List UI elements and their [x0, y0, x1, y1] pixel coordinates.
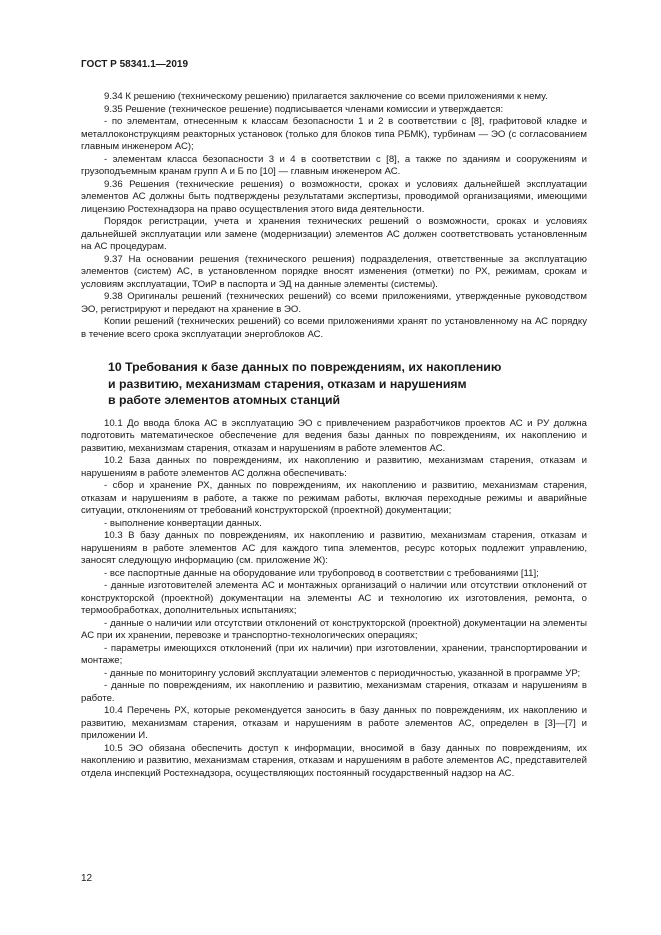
paragraph-9-37: 9.37 На основании решения (технического решения) подразделения, ответственные за эксплуатацию элементов (систем) АС, в установленном порядке вносят изменения (отметки) по РХ, режимам, срокам и условиям эксплуатации, ТОиР в паспорта и ЭД на данные элементы (системы).: [81, 253, 587, 290]
list-item: - сбор и хранение РХ, данных по повреждениям, их накоплению и развитию, механизмам старения, отказам и нарушениям в работе, а также по режимам работы, включая переходные режимы и аварийные ситуации, отклонениям от требований конструкторской (проектной) документации;: [81, 480, 587, 516]
paragraph-10-2: 10.2 База данных по повреждениям, их накоплению и развитию, механизмам старения, отказам и нарушениям в работе элементов АС должна обеспечивать:: [81, 455, 587, 479]
list-item: - выполнение конвертации данных.: [104, 517, 262, 529]
paragraph-9-36: 9.36 Решения (технические решения) о возможности, сроках и условиях дальнейшей эксплуатации элементов АС должны быть подтверждены результатами экспертизы, проводимой организациями, имеющими лицензию Ростехнадзора на право осуществления этого вида деятельности.: [81, 178, 587, 215]
list-item: - все паспортные данные на оборудование или трубопровод в соответствии с требованиями [11];: [104, 567, 539, 579]
document-code: ГОСТ Р 58341.1—2019: [81, 59, 189, 70]
paragraph-9-34: 9.34 К решению (техническому решению) прилагается заключение со всеми приложениями к нему.: [104, 91, 548, 102]
list-item: - данные по мониторингу условий эксплуатации элементов с периодичностью, указанной в программе УР;: [104, 667, 581, 679]
list-item: - данные изготовителей элемента АС и монтажных организаций о наличии или отсутствии отклонений от конструкторской (проектной) документации на элементы АС и технологию их изготовления, ремонта, о термообработках, дополнительных испытаниях;: [81, 580, 587, 616]
list-item: - элементам класса безопасности 3 и 4 в соответствии с [8], а также по зданиям и сооружениям и грузоподъемным кранам групп А и Б по [10] — главным инженером АС.: [81, 153, 587, 177]
paragraph-9-35: 9.35 Решение (техническое решение) подписывается членами комиссии и утверждается:: [104, 103, 504, 115]
heading-line: в работе элементов атомных станций: [108, 393, 341, 407]
paragraph-10-4: 10.4 Перечень РХ, которые рекомендуется заносить в базу данных по повреждениям, их накоплению и развитию, механизмам старения, отказам и нарушениям в работе элементов АС, определен в [3]—[7] и приложении И.: [81, 705, 587, 741]
list-item: - данные о наличии или отсутствии отклонений от конструкторской (проектной) документации на элементы АС при их хранении, перевозке и транспортно-технологических операциях;: [81, 617, 587, 641]
paragraph-9-38: 9.38 Оригиналы решений (технических решений) со всеми приложениями, утвержденные руководством ЭО, регистрируют и передают на хранение в ЭО.: [81, 291, 587, 315]
paragraph: Порядок регистрации, учета и хранения технических решений о возможности, сроках и условиях дальнейшей эксплуатации или замене (модернизации) элементов АС должен соответствовать установленным на АС процедурам.: [81, 216, 587, 252]
paragraph-10-1: 10.1 До ввода блока АС в эксплуатацию ЭО с привлечением разработчиков проектов АС и РУ должна подготовить математическое обеспечение для ведения базы данных по повреждениям, их накоплению и развитию, механизмам старения, отказам и нарушениям в работе элементов АС.: [81, 417, 587, 454]
paragraph-10-3: 10.3 В базу данных по повреждениям, их накоплению и развитию, механизмам старения, отказам и нарушениям в работе элементов АС для каждого типа элементов, ресурс которых подлежит управлению, заносят следующую информацию (см. приложение Ж):: [81, 530, 587, 566]
heading-line: и развитию, механизмам старения, отказам и нарушениям: [108, 376, 467, 391]
page-body: [81, 91, 587, 780]
list-item: - параметры имеющихся отклонений (при их наличии) при изготовлении, хранении, транспортировании и монтаже;: [81, 642, 587, 666]
section-10-heading: [108, 359, 587, 409]
page-number: 12: [81, 873, 93, 884]
heading-line: 10 Требования к базе данных по повреждениям, их накоплению: [108, 360, 502, 374]
list-item: - данные по повреждениям, их накоплению и развитию, механизмам старения, отказам и нарушениям в работе.: [81, 680, 587, 704]
paragraph: Копии решений (технических решений) со всеми приложениями хранят по установленному на АС порядку в течение всего срока эксплуатации энергоблоков АС.: [81, 316, 587, 340]
list-item: - по элементам, отнесенным к классам безопасности 1 и 2 в соответствии с [8], графитовой кладке и металлоконструкциям реакторных установок (только для блоков типа РБМК), турбинам — ЭО (с согласованием главным инженером АС);: [81, 116, 587, 152]
paragraph-10-5: 10.5 ЭО обязана обеспечить доступ к информации, вносимой в базу данных по повреждениям, их накоплению и развитию, механизмам старения, отказам и нарушениям в работе элементов АС, представителей отдела инспекций Ростехнадзора, осуществляющих постоянный государственный надзор на АС.: [81, 742, 587, 779]
